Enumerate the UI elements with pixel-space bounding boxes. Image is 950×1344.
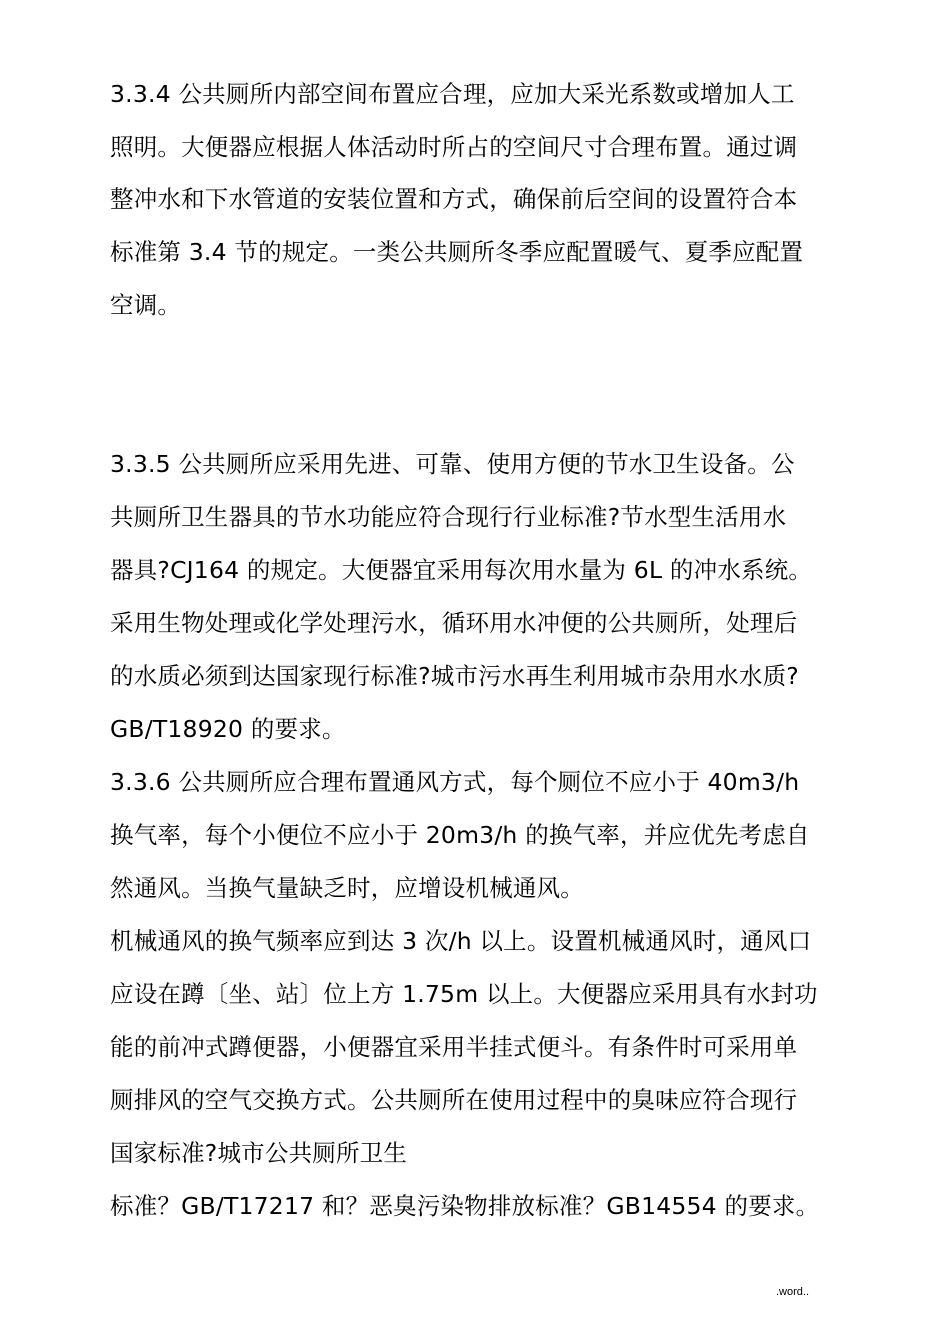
page-footer: .word..	[776, 1286, 810, 1298]
text-line: 应设在蹲〔坐、站〕位上方 1.75m 以上。大便器应采用具有水封功	[110, 980, 818, 1008]
text-line: 厕排风的空气交换方式。公共厕所在使用过程中的臭味应符合现行	[110, 1086, 798, 1114]
text-line: 然通风。当换气量缺乏时，应增设机械通风。	[110, 874, 584, 902]
text-line: 的水质必须到达国家现行标准?城市污水再生利用城市杂用水水质?	[110, 662, 799, 690]
text-line: 标准第 3.4 节的规定。一类公共厕所冬季应配置暖气、夏季应配置	[110, 238, 804, 266]
text-line: 机械通风的换气频率应到达 3 次/h 以上。设置机械通风时，通风口	[110, 927, 812, 955]
text-line: 标准？GB/T17217 和？恶臭污染物排放标准？GB14554 的要求。	[110, 1192, 820, 1220]
text-line: 换气率，每个小便位不应小于 20m3/h 的换气率，并应优先考虑自	[110, 821, 810, 849]
text-line: 共厕所卫生器具的节水功能应符合现行行业标准?节水型生活用水	[110, 503, 787, 531]
text-line: 整冲水和下水管道的安装位置和方式，确保前后空间的设置符合本	[110, 185, 798, 213]
section-3-3-4-heading-line: 3.3.4 公共厕所内部空间布置应合理，应加大采光系数或增加人工	[110, 80, 795, 108]
section-3-3-6-heading-line: 3.3.6 公共厕所应合理布置通风方式，每个厕位不应小于 40m3/h	[110, 768, 800, 796]
text-line: 能的前冲式蹲便器，小便器宜采用半挂式便斗。有条件时可采用单	[110, 1033, 798, 1061]
text-line: 国家标准?城市公共厕所卫生	[110, 1139, 408, 1167]
section-3-3-5-heading-line: 3.3.5 公共厕所应采用先进、可靠、使用方便的节水卫生设备。公	[110, 450, 795, 478]
text-line: 采用生物处理或化学处理污水，循环用水冲便的公共厕所，处理后	[110, 609, 798, 637]
text-line: 空调。	[110, 291, 182, 319]
text-line: 器具?CJ164 的规定。大便器宜采用每次用水量为 6L 的冲水系统。	[110, 556, 813, 584]
text-line: GB/T18920 的要求。	[110, 715, 346, 743]
text-line: 照明。大便器应根据人体活动时所占的空间尺寸合理布置。通过调	[110, 133, 798, 161]
